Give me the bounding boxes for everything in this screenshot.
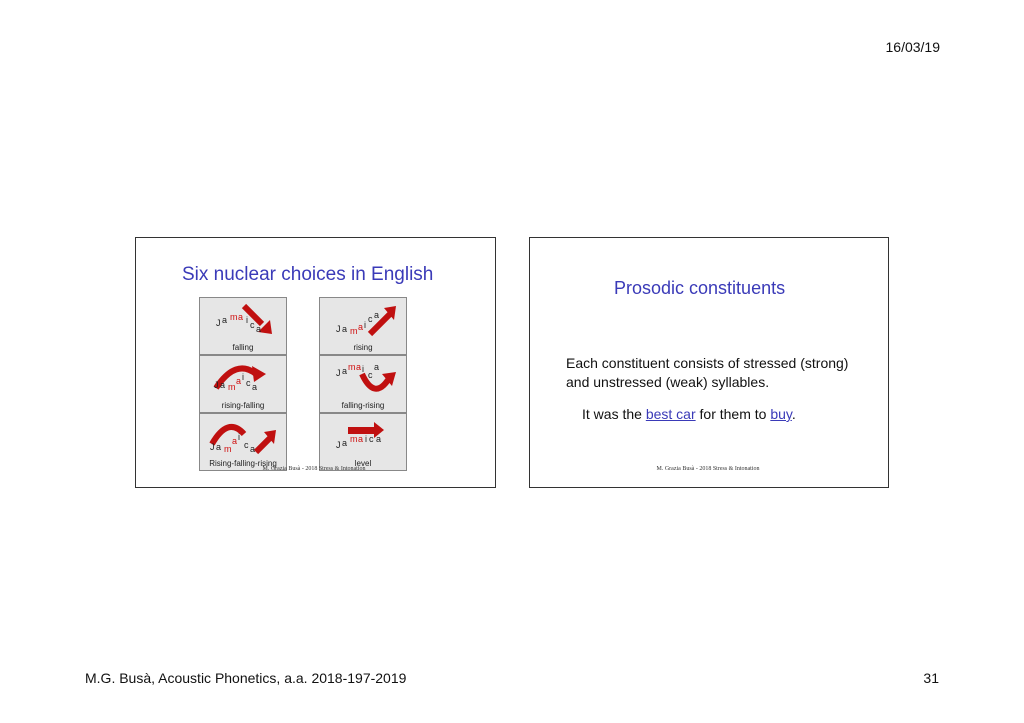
syllable: c	[246, 378, 251, 388]
slide-credit: M. Grazia Busà - 2018 Stress & Intonation	[262, 466, 366, 472]
intonation-panel-rising	[319, 297, 407, 355]
syllable: J	[214, 380, 219, 390]
syllable: a	[252, 382, 258, 392]
syllable: a	[220, 380, 226, 390]
slide-date: 16/03/19	[885, 39, 940, 55]
panel-caption: rising	[353, 343, 373, 352]
stressed-word-link[interactable]: buy	[770, 406, 792, 422]
syllable: c	[250, 320, 255, 330]
example-sentence	[582, 406, 796, 422]
panel-caption: Rising-falling-rising	[209, 459, 277, 468]
intonation-panel-rising-falling-rising	[199, 413, 287, 471]
syllable: m	[350, 326, 358, 336]
syllable: a	[236, 376, 242, 386]
syllable: a	[358, 322, 364, 332]
syllable: i	[238, 432, 240, 442]
syllable: c	[368, 314, 373, 324]
syllable: i	[364, 320, 366, 330]
syllable: m	[230, 312, 238, 322]
syllable: m	[348, 362, 356, 372]
syllable: J	[216, 318, 221, 328]
panel-caption: falling-rising	[341, 401, 385, 410]
intonation-panel-level	[319, 413, 407, 471]
syllable: i	[246, 315, 248, 325]
panel-caption: level	[354, 459, 372, 468]
syllable: a	[342, 438, 348, 448]
syllable: a	[376, 434, 382, 444]
syllable: a	[374, 362, 380, 372]
page-number: 31	[923, 670, 939, 686]
syllable: c	[244, 440, 249, 450]
syllable: a	[238, 312, 244, 322]
syllable: i	[242, 372, 244, 382]
syllable: a	[342, 324, 348, 334]
syllable: J	[210, 442, 215, 452]
panel-caption: falling	[232, 343, 254, 352]
syllable: J	[336, 368, 341, 378]
syllable: a	[250, 444, 256, 454]
syllable: J	[336, 440, 341, 450]
intonation-panel-falling	[199, 297, 287, 355]
syllable: a	[216, 442, 222, 452]
slide-title: Prosodic constituents	[614, 278, 786, 298]
syllable: i	[362, 364, 364, 374]
syllable: c	[369, 434, 374, 444]
example-text: .	[791, 406, 796, 422]
syllable: m	[224, 444, 232, 454]
syllable: m	[350, 434, 358, 444]
slide-credit: M. Grazia Busà - 2018 Stress & Intonation	[656, 466, 760, 472]
slide-thumbnail-2	[529, 237, 889, 488]
syllable: a	[342, 366, 348, 376]
intonation-panel-falling-rising	[319, 355, 407, 413]
syllable: a	[356, 362, 362, 372]
syllable: J	[336, 324, 341, 334]
slide-body-text: Each constituent consists of stressed (strong) and unstressed (weak) syllables.	[566, 355, 849, 390]
panel-caption: rising-falling	[221, 401, 265, 410]
syllable: a	[222, 315, 228, 325]
syllable: a	[374, 310, 380, 320]
syllable: a	[232, 436, 238, 446]
syllable: m	[228, 382, 236, 392]
slide-title: Six nuclear choices in English	[182, 264, 434, 285]
slide-thumbnail-1	[135, 237, 496, 488]
stressed-phrase-link[interactable]: best car	[645, 406, 696, 422]
example-text: for them to	[695, 406, 771, 422]
syllable: i	[365, 434, 367, 444]
syllable: c	[368, 370, 373, 380]
footer-course-info: M.G. Busà, Acoustic Phonetics, a.a. 2018-197-2019	[85, 670, 407, 686]
syllable: a	[256, 324, 262, 334]
intonation-panel-rising-falling	[199, 355, 287, 413]
syllable: a	[358, 434, 364, 444]
example-text: It was the	[582, 406, 646, 422]
